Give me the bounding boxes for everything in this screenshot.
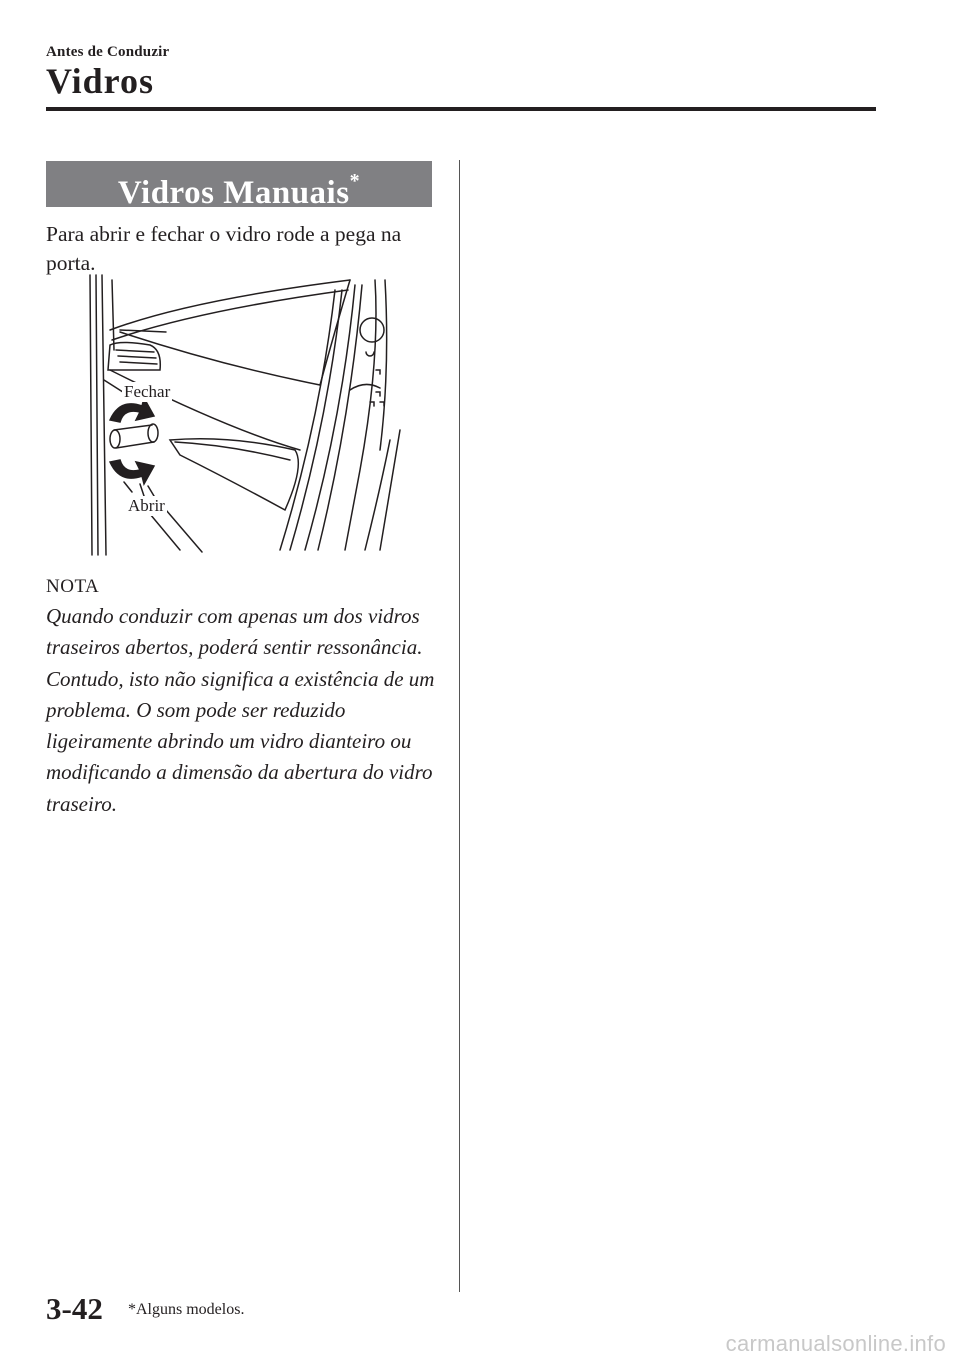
door-panel-drawing — [80, 270, 410, 560]
chapter-title: Vidros — [46, 61, 155, 101]
section-title: Vidros Manuais — [117, 175, 350, 211]
watermark: carmanualsonline.info — [725, 1331, 946, 1356]
open-direction-label: Abrir — [128, 496, 165, 515]
note-text: Quando conduzir com apenas um dos vidros traseiros abertos, poderá sentir ressonância. Contudo, isto não significa a existência de um problema. O som pode ser reduzido ligeiramente abrindo um vidro dianteiro ou modificando a dimensão da abertura do vidro traseiro. — [46, 604, 435, 816]
section-banner — [46, 161, 432, 211]
intro-paragraph: Para abrir e fechar o vidro rode a pega na porta. — [46, 222, 402, 275]
close-direction-label: Fechar — [124, 382, 171, 401]
section-asterisk: * — [349, 170, 361, 192]
window-crank-illustration — [80, 270, 410, 560]
column-divider — [459, 160, 460, 1292]
footnote: *Alguns modelos. — [128, 1301, 245, 1318]
section-label: Antes de Conduzir — [46, 44, 170, 60]
page-number: 3-42 — [46, 1291, 103, 1326]
note-heading: NOTA — [46, 576, 100, 597]
header-rule — [46, 107, 876, 111]
